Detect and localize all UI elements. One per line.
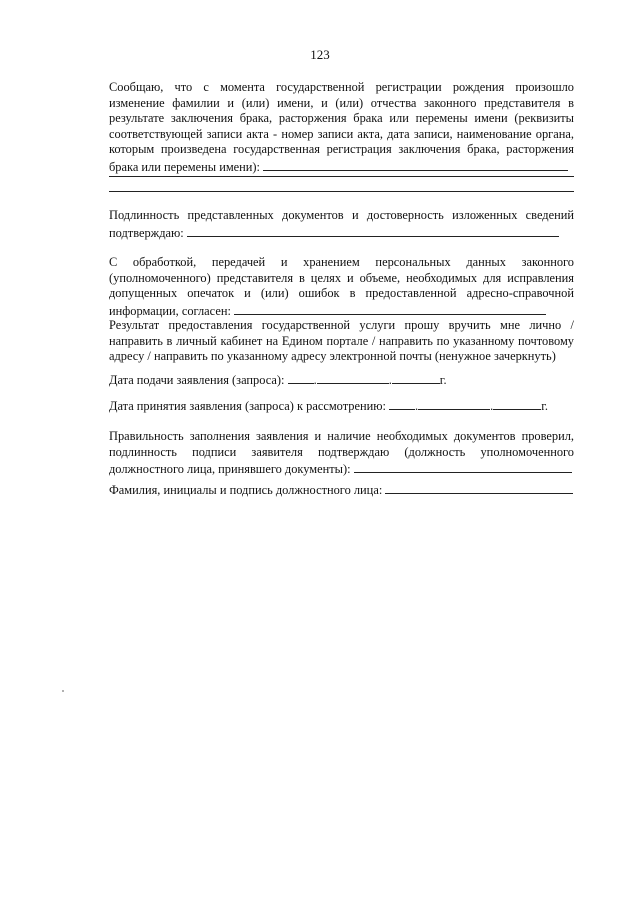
name-change-text: Сообщаю, что с момента государственной регистрации рождения произошло изменение фамилии и (или) имени, и (или) отчества законного представителя в результате заключения брака, расторжения брака или перемены имени (реквизиты соответствующей записи акта - номер записи акта, дата записи, наименование органа, которым произведена государственная регистрация заключения брака, расторжения брака или перемены имени):: [109, 80, 574, 174]
name-change-paragraph: [109, 80, 574, 175]
name-change-field[interactable]: [263, 158, 568, 171]
name-change-line-3[interactable]: [109, 191, 574, 192]
acceptance-date-separator: .: [490, 399, 494, 413]
result-delivery-text: Результат предоставления государственной услуги прошу вручить мне лично / направить в личный кабинет на Едином портале / направить по указанному почтовому адресу / направить по указанному адресу электронной почты (ненужное зачеркнуть): [109, 318, 574, 363]
official-position-field[interactable]: [354, 460, 572, 473]
authenticity-text: Подлинность представленных документов и достоверность изложенных сведений подтверждаю:: [109, 208, 574, 240]
scan-speck: [62, 690, 64, 692]
personal-data-text: С обработкой, передачей и хранением персональных данных законного (уполномоченного) представителя в целях и объеме, необходимых для исправления допущенных опечаток и (или) ошибок в предоставленной адресно-справочной информации, согласен:: [109, 255, 574, 318]
official-signature-field[interactable]: [385, 482, 573, 494]
acceptance-date-separator: .: [415, 399, 419, 413]
submission-date-separator: .: [313, 373, 317, 387]
personal-data-consent-field[interactable]: [234, 302, 546, 315]
verification-paragraph: [109, 429, 574, 478]
submission-date-row: [109, 372, 447, 389]
personal-data-paragraph: [109, 255, 574, 319]
submission-date-separator: .: [388, 373, 392, 387]
verification-text: Правильность заполнения заявления и наличие необходимых документов проверил, подлинность подписи заявителя подтверждаю (должность уполномоченного должностного лица, принявшего документы):: [109, 429, 574, 476]
authenticity-paragraph: [109, 208, 574, 241]
acceptance-day-field[interactable]: [389, 398, 415, 410]
name-change-line-2[interactable]: [109, 176, 574, 177]
submission-year-field[interactable]: [392, 372, 440, 384]
acceptance-date-label: Дата принятия заявления (запроса) к рассмотрению:: [109, 399, 386, 413]
acceptance-year-suffix: г.: [541, 399, 549, 413]
submission-year-suffix: г.: [439, 373, 447, 387]
page-number: 123: [310, 47, 330, 62]
acceptance-date-row: [109, 398, 548, 415]
official-signature-row: [109, 482, 573, 499]
submission-date-label: Дата подачи заявления (запроса):: [109, 373, 285, 387]
authenticity-field[interactable]: [187, 224, 559, 237]
result-delivery-paragraph: [109, 318, 574, 365]
submission-month-field[interactable]: [317, 372, 389, 384]
acceptance-month-field[interactable]: [418, 398, 490, 410]
submission-day-field[interactable]: [288, 372, 314, 384]
official-signature-label: Фамилия, инициалы и подпись должностного лица:: [109, 483, 383, 497]
acceptance-year-field[interactable]: [493, 398, 541, 410]
